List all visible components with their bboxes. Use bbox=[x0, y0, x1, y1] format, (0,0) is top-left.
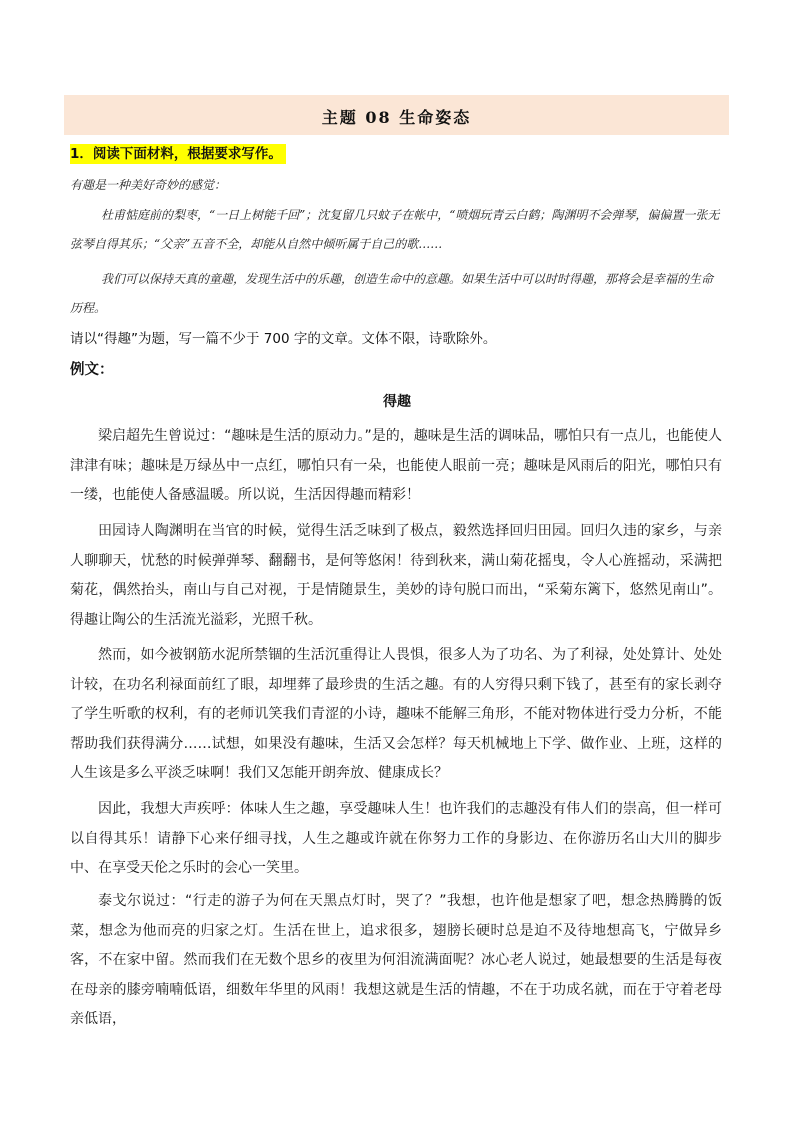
essay-paragraph-1: 梁启超先生曾说过：“趣味是生活的原动力。”是的，趣味是生活的调味品，哪怕只有一点儿，也能使人津津有味；趣味是万绿丛中一点红，哪怕只有一朵，也能使人眼前一亮；趣味是风雨后的阳光，哪怕只有一缕，也能使人备感温暖。所以说，生活因得趣而精彩！ bbox=[70, 428, 722, 503]
essay-paragraph-4: 因此，我想大声疾呼：体味人生之趣，享受趣味人生！也许我们的志趣没有伟人们的崇高，但一样可以自得其乐！请静下心来仔细寻找，人生之趣或许就在你努力工作的身影边、在你游历名山大川的脚步中、在享受天伦之乐时的会心一笑里。 bbox=[70, 801, 722, 876]
material-line-1: 有趣是一种美好奇妙的感觉： bbox=[70, 178, 227, 192]
theme-banner bbox=[64, 95, 729, 135]
theme-title: 主题 08 生命姿态 bbox=[321, 108, 472, 127]
essay-paragraph-5: 泰戈尔说过：“行走的游子为何在天黑点灯时，哭了？”我想，也许他是想家了吧，想念热腾腾的饭菜，想念为他而亮的归家之灯。生活在世上，追求很多，翅膀长硬时总是迫不及待地想高飞，宁做异乡客，不在家中留。然而我们在无数个思乡的夜里为何泪流满面呢？冰心老人说过，她最想要的生活是每夜在母亲的膝旁喃喃低语，细数年华里的风雨！我想这就是生活的情趣，不在于功成名就，而在于守着老母亲低语， bbox=[70, 893, 722, 1027]
essay-title: 得趣 bbox=[383, 394, 411, 410]
material-line-3: 我们可以保持天真的童趣，发现生活中的乐趣，创造生命中的意趣。如果生活中可以时时得趣，那将会是幸福的生命历程。 bbox=[70, 272, 714, 315]
essay-paragraph-2: 田园诗人陶渊明在当官的时候，觉得生活乏味到了极点，毅然选择回归田园。回归久违的家乡，与亲人聊聊天，忧愁的时候弹弹琴、翻翻书，是何等悠闲！待到秋来，满山菊花摇曳，令人心旌摇动，采满把菊花，偶然抬头，南山与自己对视，于是情随景生，美妙的诗句脱口而出，“采菊东篱下，悠然见南山”。得趣让陶公的生活流光溢彩，光照千秋。 bbox=[70, 523, 722, 628]
writing-prompt: 请以“得趣”为题，写一篇不少于 700 字的文章。文体不限，诗歌除外。 bbox=[70, 331, 497, 347]
question-label: 1．阅读下面材料，根据要求写作。 bbox=[70, 144, 286, 164]
material-line-2: 杜甫惦庭前的梨枣，“一日上树能千回”；沈复留几只蚊子在帐中，“喷烟玩青云白鹤；陶渊明不会弹琴，偏偏置一张无弦琴自得其乐；“父亲”五音不全，却能从自然中倾听属于自己的歌…… bbox=[70, 208, 720, 251]
example-label: 例文： bbox=[70, 362, 114, 378]
essay-paragraph-3: 然而，如今被钢筋水泥所禁锢的生活沉重得让人畏惧，很多人为了功名、为了利禄，处处算计、处处计较，在功名利禄面前红了眼，却埋葬了最珍贵的生活之趣。有的人穷得只剩下钱了，甚至有的家长剥夺了学生听歌的权利，有的老师讥笑我们青涩的小诗，趣味不能解三角形，不能对物体进行受力分析，不能帮助我们获得满分……试想，如果没有趣味，生活又会怎样？每天机械地上下学、做作业、上班，这样的人生该是多么平淡乏味啊！我们又怎能开朗奔放、健康成长？ bbox=[70, 647, 722, 781]
